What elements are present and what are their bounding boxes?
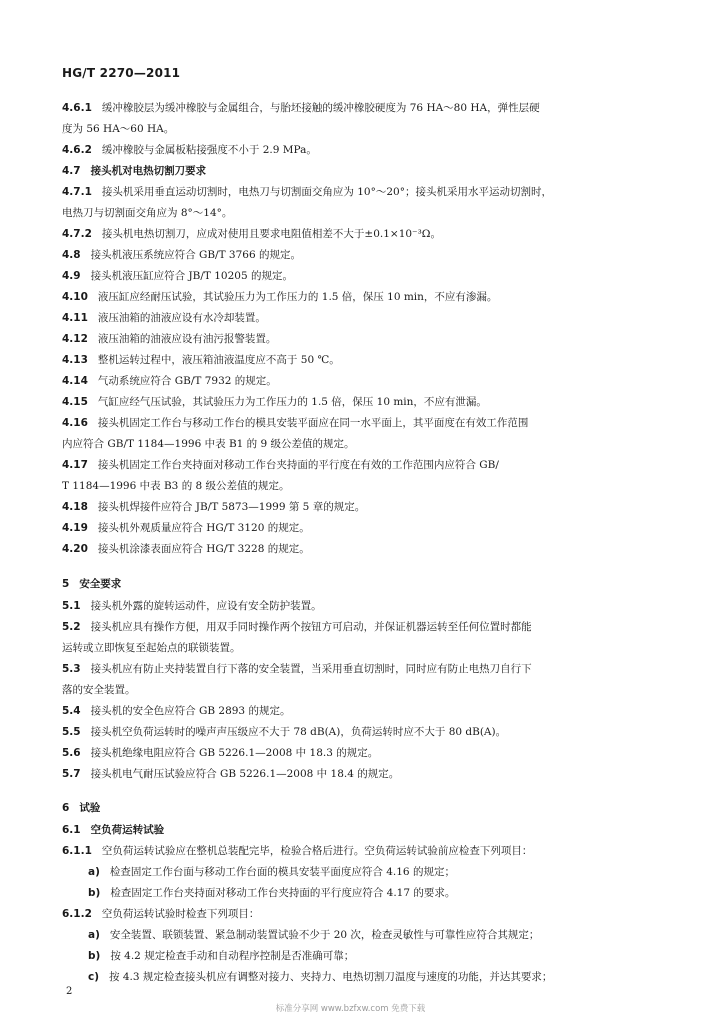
clause-4-11: 4.11 液压油箱的油液应设有水冷却装置。 <box>62 312 266 324</box>
clause-4-7-1: 4.7.1 接头机采用垂直运动切割时，电热刀与切割面交角应为 10°～20°；接头机采用水平运动切割时， <box>62 186 552 198</box>
clause-5-3-cont: 落的安全装置。 <box>62 684 136 696</box>
list-item-b: b) 检查固定工作台夹持面对移动工作台夹持面的平行度应符合 4.17 的要求。 <box>88 887 456 899</box>
clause-4-12: 4.12 液压油箱的油液应设有油污报警装置。 <box>62 333 277 345</box>
clause-4-17-cont: T 1184—1996 中表 B3 的 8 级公差值的规定。 <box>62 480 290 492</box>
clause-4-7-heading: 4.7 接头机对电热切割刀要求 <box>62 165 207 177</box>
clause-4-6-2: 4.6.2 缓冲橡胶与金属板粘接强度不小于 2.9 MPa。 <box>62 144 317 156</box>
list-item-a: a) 安全装置、联锁装置、紧急制动装置试验不少于 20 次，检查灵敏性与可靠性应符合其规定； <box>88 929 540 941</box>
clause-5-6: 5.6 接头机绝缘电阻应符合 GB 5226.1—2008 中 18.3 的规定。 <box>62 747 379 759</box>
clause-5-2-cont: 运转或立即恢复至起始点的联锁装置。 <box>62 642 241 654</box>
clause-4-19: 4.19 接头机外观质量应符合 HG/T 3120 的规定。 <box>62 522 310 534</box>
clause-4-16: 4.16 接头机固定工作台与移动工作台的模具安装平面应在同一水平面上，其平面度在有效工作范围 <box>62 417 529 429</box>
clause-5-1: 5.1 接头机外露的旋转运动件，应设有安全防护装置。 <box>62 600 322 612</box>
page-number: 2 <box>66 986 73 997</box>
clause-6-1-1: 6.1.1 空负荷运转试验应在整机总装配完毕，检验合格后进行。空负荷运转试验前应检查下列项目： <box>62 845 533 857</box>
clause-4-14: 4.14 气动系统应符合 GB/T 7932 的规定。 <box>62 375 277 387</box>
footer-watermark: 标准分享网 www.bzfxw.com 免费下载 <box>275 1004 426 1014</box>
clause-6-1-heading: 6.1 空负荷运转试验 <box>62 824 165 836</box>
list-item-a: a) 检查固定工作台面与移动工作台面的模具安装平面度应符合 4.16 的规定； <box>88 866 455 878</box>
clause-4-7-1-cont: 电热刀与切割面交角应为 8°～14°。 <box>62 207 233 219</box>
clause-4-18: 4.18 接头机焊接件应符合 JB/T 5873—1999 第 5 章的规定。 <box>62 501 366 513</box>
section-6-heading: 6 试验 <box>62 802 101 814</box>
clause-4-6-1: 4.6.1 缓冲橡胶层为缓冲橡胶与金属组合，与胎坯接触的缓冲橡胶硬度为 76 HA～80 HA，弹性层硬 <box>62 102 540 114</box>
clause-6-1-2: 6.1.2 空负荷运转试验时检查下列项目： <box>62 908 260 920</box>
list-item-b: b) 按 4.2 规定检查手动和自动程序控制是否准确可靠； <box>88 950 355 962</box>
clause-5-7: 5.7 接头机电气耐压试验应符合 GB 5226.1—2008 中 18.4 的规定。 <box>62 768 400 780</box>
clause-4-15: 4.15 气缸应经气压试验，其试验压力为工作压力的 1.5 倍，保压 10 min，不应有泄漏。 <box>62 396 487 408</box>
clause-4-8: 4.8 接头机液压系统应符合 GB/T 3766 的规定。 <box>62 249 301 261</box>
clause-4-6-1-cont: 度为 56 HA～60 HA。 <box>62 123 175 135</box>
clause-4-10: 4.10 液压缸应经耐压试验，其试验压力为工作压力的 1.5 倍，保压 10 min，不应有渗漏。 <box>62 291 498 303</box>
standard-code-header: HG/T 2270—2011 <box>62 66 181 80</box>
clause-4-7-2: 4.7.2 接头机电热切割刀，应成对使用且要求电阻值相差不大于±0.1×10⁻³Ω。 <box>62 228 442 240</box>
clause-5-2: 5.2 接头机应具有操作方便，用双手同时操作两个按钮方可启动，并保证机器运转至任何位置时都能 <box>62 621 532 633</box>
section-5-heading: 5 安全要求 <box>62 578 122 590</box>
list-item-c: c) 按 4.3 规定检查接头机应有调整对接力、夹持力、电热切割刀温度与速度的功能，并达其要求； <box>88 971 553 983</box>
clause-4-17: 4.17 接头机固定工作台夹持面对移动工作台夹持面的平行度在有效的工作范围内应符合 GB/ <box>62 459 499 471</box>
clause-4-9: 4.9 接头机液压缸应符合 JB/T 10205 的规定。 <box>62 270 293 282</box>
clause-5-3: 5.3 接头机应有防止夹持装置自行下落的安全装置，当采用垂直切割时，同时应有防止电热刀自行下 <box>62 663 532 675</box>
clause-4-16-cont: 内应符合 GB/T 1184—1996 中表 B1 的 9 级公差值的规定。 <box>62 438 355 450</box>
clause-4-20: 4.20 接头机涂漆表面应符合 HG/T 3228 的规定。 <box>62 543 310 555</box>
clause-5-5: 5.5 接头机空负荷运转时的噪声声压级应不大于 78 dB(A)，负荷运转时应不大于 80 dB(A)。 <box>62 726 507 738</box>
clause-5-4: 5.4 接头机的安全色应符合 GB 2893 的规定。 <box>62 705 291 717</box>
clause-4-13: 4.13 整机运转过程中，液压箱油液温度应不高于 50 ℃。 <box>62 354 340 366</box>
